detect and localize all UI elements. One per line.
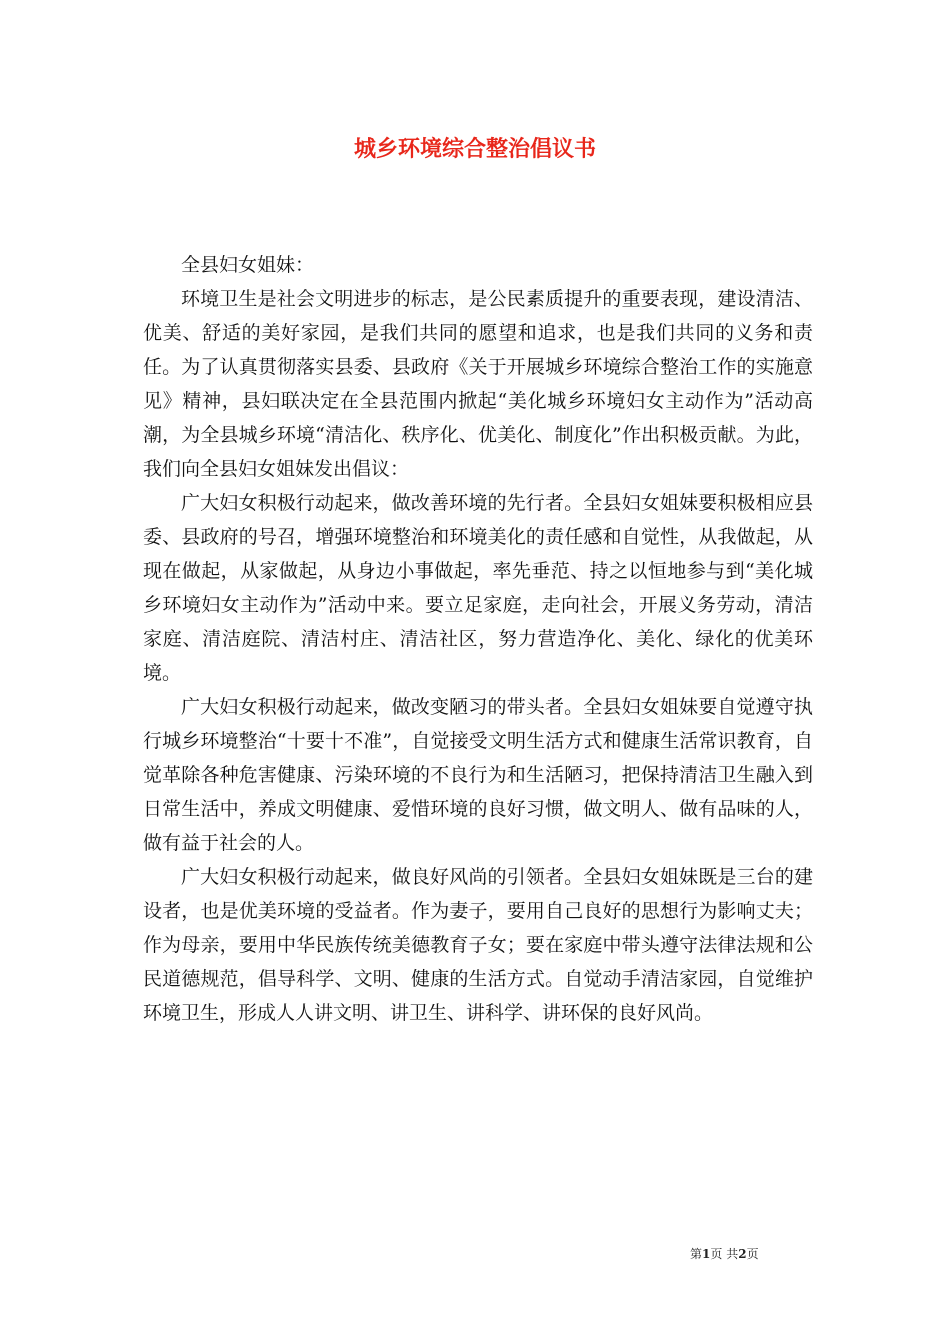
current-page-number: 1 — [702, 1247, 711, 1261]
footer-suffix: 页 — [746, 1247, 759, 1261]
page-number-footer — [690, 1245, 759, 1262]
footer-prefix: 第 — [690, 1247, 703, 1261]
footer-middle: 页 共 — [710, 1247, 739, 1261]
paragraph-intro: 环境卫生是社会文明进步的标志，是公民素质提升的重要表现，建设清洁、优美、舒适的美好家园，是我们共同的愿望和追求，也是我们共同的义务和责任。为了认真贯彻落实县委、县政府《关于开展城乡环境综合整治工作的实施意见》精神，县妇联决定在全县范围内掀起“美化城乡环境妇女主动作为”活动高潮，为全县城乡环境“清洁化、秩序化、优美化、制度化”作出积极贡献。为此，我们向全县妇女姐妹发出倡议： — [143, 288, 813, 480]
document-body — [143, 248, 813, 1030]
paragraph-proposal-2: 广大妇女积极行动起来，做改变陋习的带头者。全县妇女姐妹要自觉遵守执行城乡环境整治“十要十不准”，自觉接受文明生活方式和健康生活常识教育，自觉革除各种危害健康、污染环境的不良行为和生活陋习，把保持清洁卫生融入到日常生活中，养成文明健康、爱惜环境的良好习惯，做文明人、做有品味的人，做有益于社会的人。 — [143, 696, 813, 854]
total-page-count: 2 — [738, 1247, 747, 1261]
paragraph-proposal-1: 广大妇女积极行动起来，做改善环境的先行者。全县妇女姐妹要积极相应县委、县政府的号召，增强环境整治和环境美化的责任感和自觉性，从我做起，从现在做起，从家做起，从身边小事做起，率先垂范、持之以恒地参与到“美化城乡环境妇女主动作为”活动中来。要立足家庭，走向社会，开展义务劳动，清洁家庭、清洁庭院、清洁村庄、清洁社区，努力营造净化、美化、绿化的优美环境。 — [143, 492, 813, 684]
salutation: 全县妇女姐妹： — [181, 254, 315, 276]
paragraph-proposal-3: 广大妇女积极行动起来，做良好风尚的引领者。全县妇女姐妹既是三台的建设者，也是优美环境的受益者。作为妻子，要用自己良好的思想行为影响丈夫；作为母亲，要用中华民族传统美德教育子女；要在家庭中带头遵守法律法规和公民道德规范，倡导科学、文明、健康的生活方式。自觉动手清洁家园，自觉维护环境卫生，形成人人讲文明、讲卫生、讲科学、讲环保的良好风尚。 — [143, 866, 813, 1024]
document-title: 城乡环境综合整治倡议书 — [353, 136, 596, 162]
